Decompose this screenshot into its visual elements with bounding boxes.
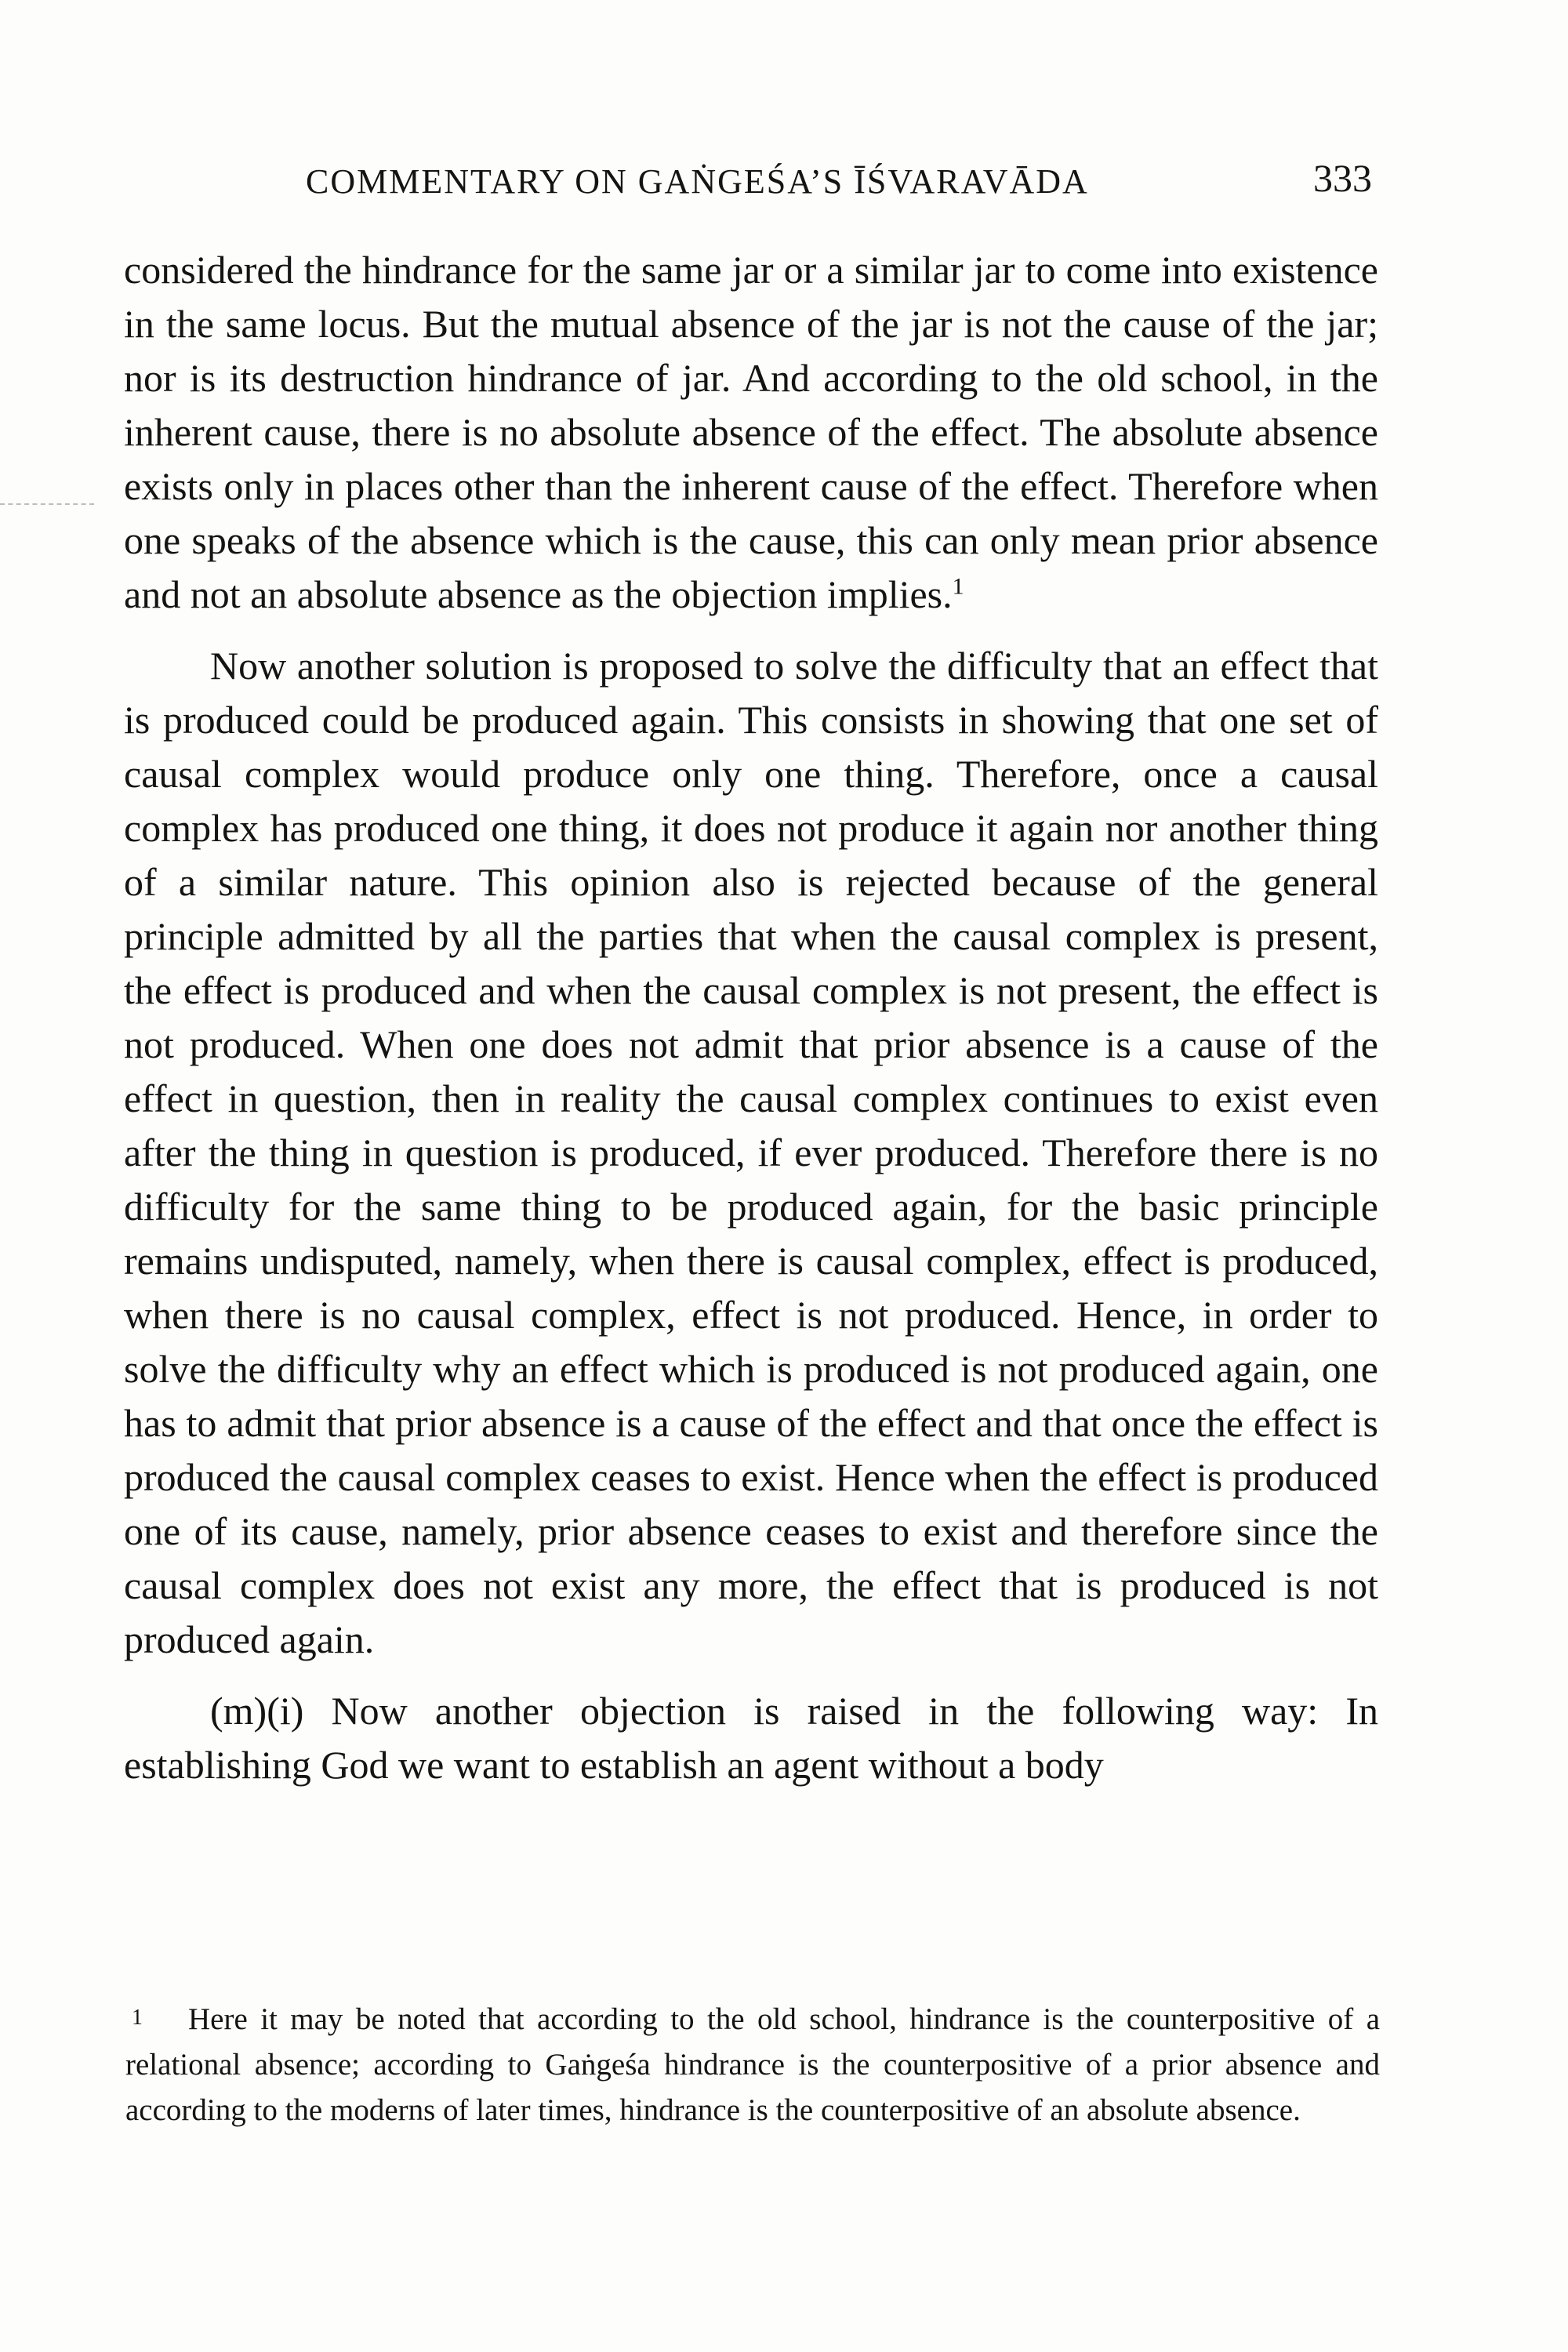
- running-head: COMMENTARY ON GAṄGEŚA’S ĪŚVARAVĀDA: [306, 162, 1089, 201]
- footnote: [125, 1995, 1380, 2133]
- footnote-mark: 1: [132, 2005, 143, 2030]
- paragraph-objection: [124, 1684, 1378, 1792]
- footnote-text: Here it may be noted that according to the old school, hindrance is the counterpositive of a relational absence; according to Gaṅgeśa hindrance is the counterpositive of a prior absence and according to the moderns of later times, hindrance is the counterpositive of an absolute absence.: [125, 2002, 1380, 2127]
- paragraph-text: considered the hindrance for the same jar or a similar jar to come into existence in the same locus. But the mutual absence of the jar is not the cause of the jar; nor is its destruction hindrance of jar. And according to the old school, in the inherent cause, there is no absolute absence of the effect. The absolute absence exists only in places other than the inherent cause of the effect. Therefore when one speaks of the absence which is the cause, this can only mean prior absence and not an absolute absence as the objection implies.: [124, 248, 1378, 616]
- paragraph-text: (m)(i) Now another objection is raised in the following way: In establishing God we want to establish an agent without a body: [124, 1689, 1378, 1787]
- footnote-reference: 1: [952, 573, 964, 600]
- paragraph-continued: [124, 243, 1378, 622]
- page-header: [125, 155, 1372, 218]
- margin-scan-mark: [0, 503, 94, 505]
- page-number: 333: [1313, 156, 1372, 200]
- paragraph-solution: [124, 639, 1378, 1667]
- body-text: [124, 243, 1378, 1792]
- paragraph-text: Now another solution is proposed to solve the difficulty that an effect that is produced could be produced again. This consists in showing that one set of causal complex would produce only one thing. Therefore, once a causal complex has produced one thing, it does not produce it again nor another thing of a similar nature. This opinion also is rejected because of the general principle admitted by all the parties that when the causal complex is present, the effect is produced and when the causal complex is not present, the effect is not produced. When one does not admit that prior absence is a cause of the effect in question, then in reality the causal complex continues to exist even after the thing in question is produced, if ever produced. Therefore there is no difficulty for the same thing to be produced again, for the basic principle remains undisputed, namely, when there is causal complex, effect is produced, when there is no causal complex, effect is not produced. Hence, in order to solve the difficulty why an effect which is produced is not produced again, one has to admit that prior absence is a cause of the effect and that once the effect is produced the causal complex ceases to exist. Hence when the effect is produced one of its cause, namely, prior absence ceases to exist and therefore since the causal complex does not exist any more, the effect that is produced is not produced again.: [124, 644, 1378, 1661]
